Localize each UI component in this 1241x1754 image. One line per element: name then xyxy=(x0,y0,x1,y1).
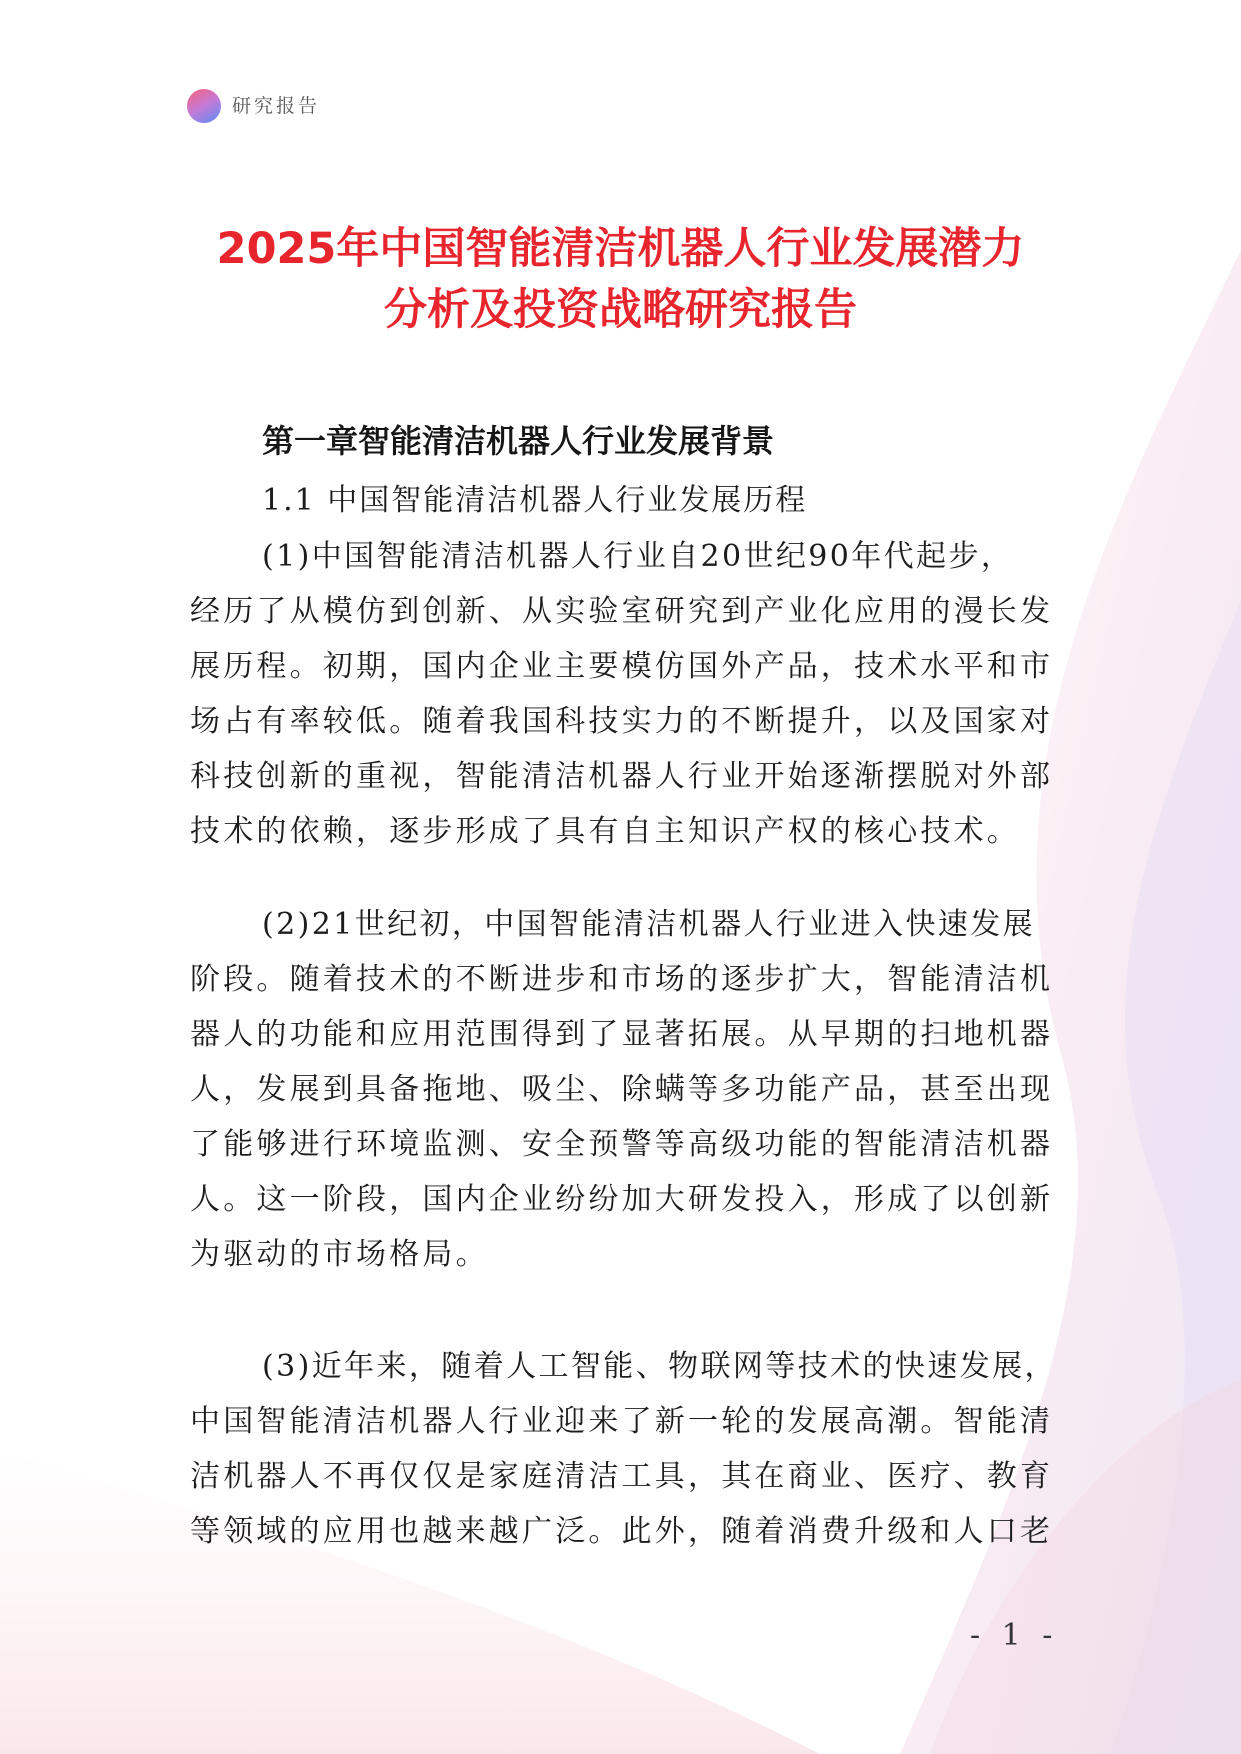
document-title-line-2: 分析及投资战略研究报告 xyxy=(384,285,857,335)
chapter-heading: 第一章智能清洁机器人行业发展背景 xyxy=(262,422,775,460)
logo-icon xyxy=(187,89,221,123)
paragraph-2-line-6: 人。这一阶段，国内企业纷纷加大研发投入，形成了以创新 xyxy=(190,1182,1054,1217)
paragraph-2-line-3: 器人的功能和应用范围得到了显著拓展。从早期的扫地机器 xyxy=(190,1017,1054,1052)
paragraph-3-line-3: 洁机器人不再仅仅是家庭清洁工具，其在商业、医疗、教育 xyxy=(190,1459,1054,1494)
paragraph-3-line-1: (3)近年来，随着人工智能、物联网等技术的快速发展， xyxy=(262,1349,1057,1384)
paragraph-2-line-5: 了能够进行环境监测、安全预警等高级功能的智能清洁机器 xyxy=(190,1127,1054,1162)
paragraph-2-line-2: 阶段。随着技术的不断进步和市场的逐步扩大，智能清洁机 xyxy=(190,962,1054,997)
paragraph-3-line-2: 中国智能清洁机器人行业迎来了新一轮的发展高潮。智能清 xyxy=(190,1404,1054,1439)
page-number: - 1 - xyxy=(970,1618,1059,1653)
document-title-line-1: 2025年中国智能清洁机器人行业发展潜力 xyxy=(216,224,1025,274)
paragraph-1-line-3: 展历程。初期，国内企业主要模仿国外产品，技术水平和市 xyxy=(190,649,1054,684)
paragraph-1-line-2: 经历了从模仿到创新、从实验室研究到产业化应用的漫长发 xyxy=(190,594,1054,629)
paragraph-2-line-1: (2)21世纪初，中国智能清洁机器人行业进入快速发展 xyxy=(262,907,1036,942)
paragraph-1-line-4: 场占有率较低。随着我国科技实力的不断提升，以及国家对 xyxy=(190,704,1054,739)
paragraph-1-line-5: 科技创新的重视，智能清洁机器人行业开始逐渐摆脱对外部 xyxy=(190,759,1054,794)
paragraph-2-line-7: 为驱动的市场格局。 xyxy=(190,1237,489,1272)
paragraph-1-line-6: 技术的依赖，逐步形成了具有自主知识产权的核心技术。 xyxy=(190,814,1020,849)
paragraph-1-line-1: (1)中国智能清洁机器人行业自20世纪90年代起步， xyxy=(262,539,1014,574)
section-heading: 1.1 中国智能清洁机器人行业发展历程 xyxy=(262,483,808,518)
paragraph-3-line-4: 等领域的应用也越来越广泛。此外，随着消费升级和人口老 xyxy=(190,1514,1054,1549)
paragraph-2-line-4: 人，发展到具备拖地、吸尘、除螨等多功能产品，甚至出现 xyxy=(190,1072,1054,1107)
header-brand-label: 研究报告 xyxy=(232,95,321,117)
